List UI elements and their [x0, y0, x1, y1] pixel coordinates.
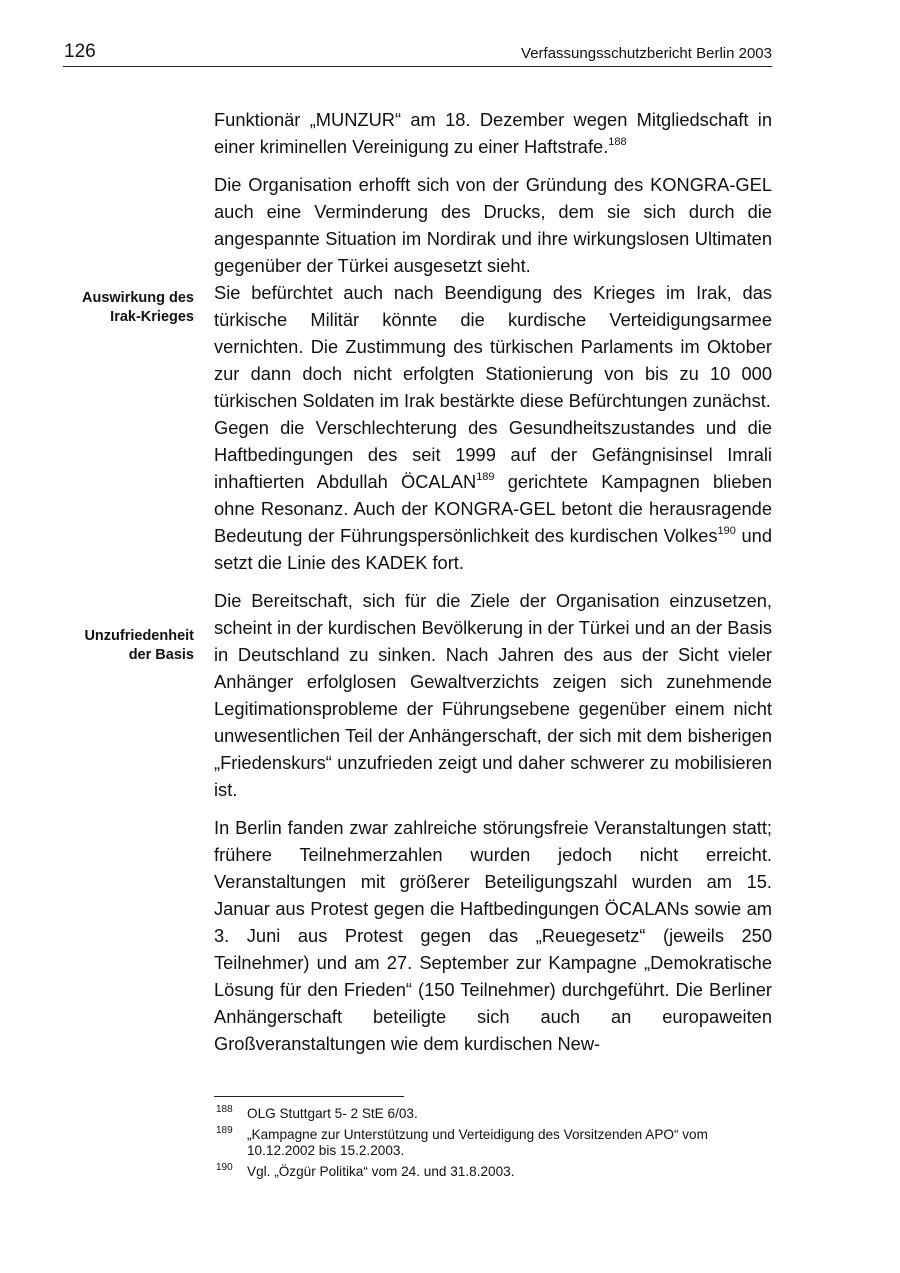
page-number: 126 — [64, 41, 96, 62]
paragraph-text: Gegen die Verschlechterung des Gesundheitszustandes und die Haftbedingungen des seit 1999 auf der Gefängnisinsel Imrali inhaftierten Abdullah ÖCALAN — [214, 417, 772, 492]
margin-note-line: Auswirkung des — [82, 290, 194, 306]
paragraph-3: Sie befürchtet auch nach Beendigung des Krieges im Irak, das türkische Militär könnte die kurdische Verteidigungsarmee vernichten. Die Zustimmung des türkischen Parlaments im Oktober zur dann doch nicht erfolgten Stationierung von bis zu 10 000 türkischen Soldaten im Irak bestärkte diese Befürchtungen zunächst. — [214, 282, 772, 411]
margin-note-irak-krieges — [34, 289, 194, 327]
margin-note-line: Irak-Krieges — [110, 309, 194, 325]
footnote-number: 189 — [216, 1125, 233, 1136]
footnote-ref-190[interactable]: 190 — [717, 525, 736, 537]
paragraph-text: gerichtete Kampagnen blieben ohne Resonanz. Auch der KONGRA-GEL betont die herausragende Bedeutung der Führungspersönlichkeit des kurdischen Volkes — [214, 471, 772, 546]
paragraph-4 — [214, 414, 772, 576]
footnote-ref-188[interactable]: 188 — [608, 136, 627, 148]
paragraph-text: und setzt die Linie des KADEK fort. — [214, 525, 772, 573]
paragraph-2: Die Organisation erhofft sich von der Gründung des KONGRA-GEL auch eine Verminderung des Drucks, dem sie sich durch die angespannte Situation im Nordirak und ihre wirkungslosen Ultimaten gegenüber der Türkei ausgesetzt sieht. — [214, 174, 772, 276]
footnote-text: Vgl. „Özgür Politika“ vom 24. und 31.8.2003. — [247, 1164, 515, 1179]
footnote-189 — [214, 1127, 772, 1159]
body-text — [214, 106, 772, 1057]
footnote-190 — [214, 1164, 772, 1180]
running-title: Verfassungsschutzbericht Berlin 2003 — [521, 45, 772, 62]
paragraph-6: In Berlin fanden zwar zahlreiche störungsfreie Veranstaltungen statt; frühere Teilnehmerzahlen wurden jedoch nicht erreicht. Veranstaltungen mit größerer Beteiligungszahl wurden am 15. Januar aus Protest gegen die Haftbedingungen ÖCALANs sowie am 3. Juni aus Protest gegen das „Reuegesetz“ (jeweils 250 Teilnehmer) und am 27. September zur Kampagne „Demokratische Lösung für den Frieden“ (150 Teilnehmer) durchgeführt. Die Berliner Anhängerschaft beteiligte sich auch an europaweiten Großveranstaltungen wie dem kurdischen New- — [214, 817, 772, 1054]
paragraph-1 — [214, 106, 772, 160]
footnote-ref-189[interactable]: 189 — [476, 471, 495, 483]
footnote-number: 188 — [216, 1104, 233, 1115]
margin-note-line: Unzufriedenheit — [84, 628, 194, 644]
paragraph-text: Funktionär „MUNZUR“ am 18. Dezember wegen Mitgliedschaft in einer kriminellen Vereinigung zu einer Haftstrafe. — [214, 109, 772, 157]
margin-note-unzufriedenheit — [34, 627, 194, 665]
margin-note-line: der Basis — [128, 647, 194, 663]
paragraph-5: Die Bereitschaft, sich für die Ziele der Organisation einzusetzen, scheint in der kurdischen Bevölkerung in der Türkei und an der Basis in Deutschland zu sinken. Nach Jahren des aus der Sicht vieler Anhänger erfolglosen Gewaltverzichts zeigen sich zunehmende Legitimationsprobleme der Führungsebene gegenüber einem nicht unwesentlichen Teil der Anhängerschaft, der sich mit dem bisherigen „Friedenskurs“ unzufrieden zeigt und daher schwerer zu mobilisieren ist. — [214, 590, 772, 800]
page-header — [63, 40, 772, 67]
footnote-text: „Kampagne zur Unterstützung und Verteidigung des Vorsitzenden APO“ vom 10.12.2002 bis 15.2.2003. — [247, 1127, 708, 1158]
footnotes — [214, 1106, 772, 1185]
footnote-188 — [214, 1106, 772, 1122]
footnote-divider — [214, 1096, 404, 1097]
footnote-number: 190 — [216, 1162, 233, 1173]
footnote-text: OLG Stuttgart 5- 2 StE 6/03. — [247, 1106, 418, 1121]
